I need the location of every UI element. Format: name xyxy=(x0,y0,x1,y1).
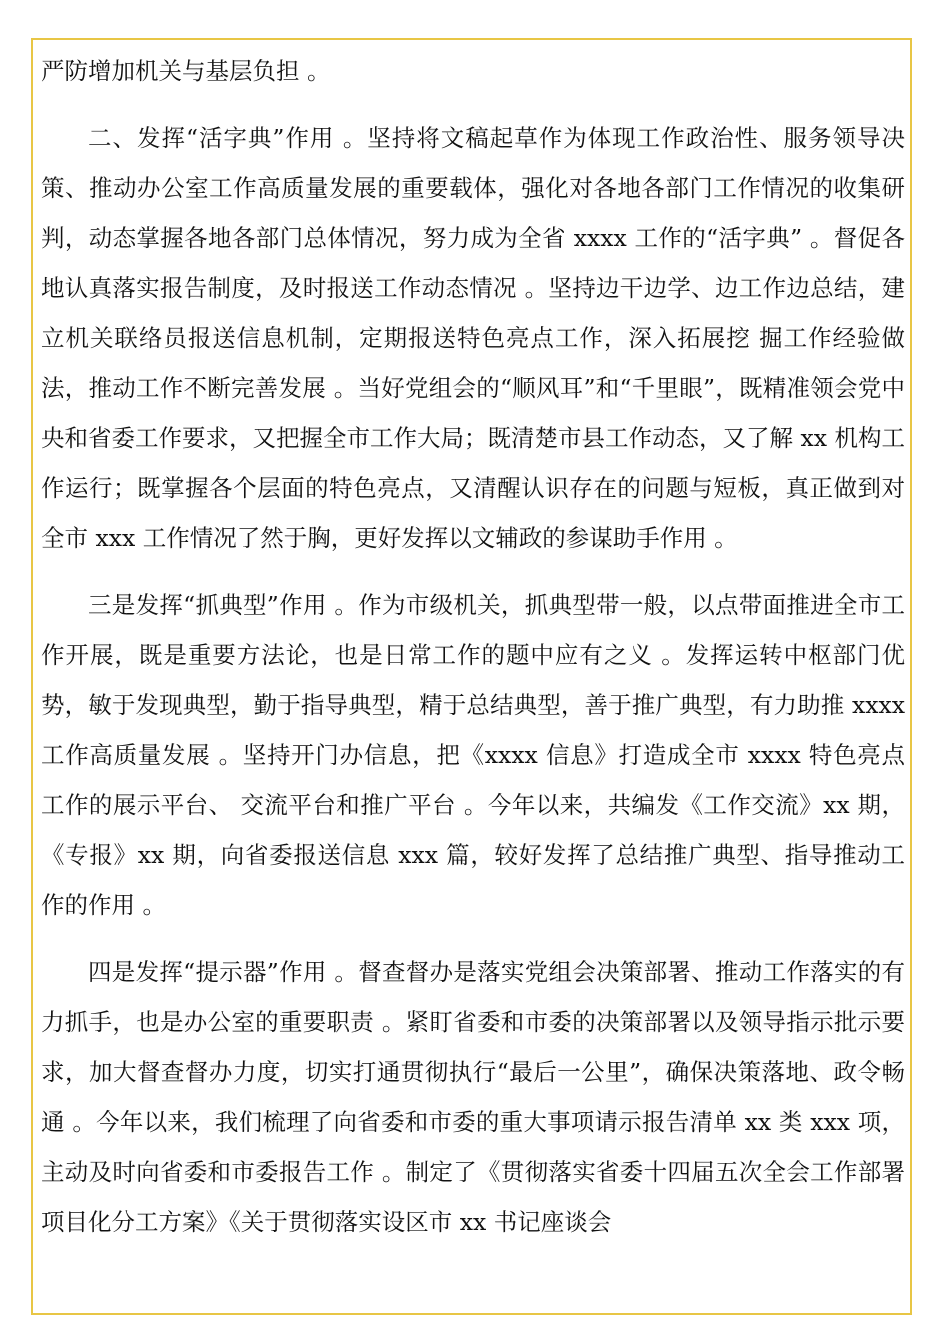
paragraph-3-typical-examples: 三是发挥“抓典型”作用 。作为市级机关，抓典型带一般，以点带面推进全市工作开展，既是重要方法论，也是日常工作的题中应有之义 。发挥运转中枢部门优势，敏于发现典型，勤于指导典型，精于总结典型，善于推广典型，有力助推 xxxx 工作高质量发展 。坚持开门办信息，把《xxxx 信息》打造成全市 xxxx 特色亮点工作的展示平台、 交流平台和推广平台 。今年以来，共编发《工作交流》xx 期，《专报》xx 期，向省委报送信息 xxx 篇，较好发挥了总结推广典型、指导推动工作的作用 。 xyxy=(41,591,905,919)
paragraph-4-reminder: 四是发挥“提示器”作用 。督查督办是落实党组会决策部署、推动工作落实的有力抓手，也是办公室的重要职责 。紧盯省委和市委的决策部署以及领导指示批示要求，加大督查督办力度，切实打通贯彻执行“最后一公里”，确保决策落地、政令畅通 。今年以来，我们梳理了向省委和市委的重大事项请示报告清单 xx 类 xxx 项，主动及时向省委和市委报告工作 。制定了《贯彻落实省委十四届五次全会工作部署项目化分工方案》《关于贯彻落实设区市 xx 书记座谈会 xyxy=(41,958,905,1236)
paragraph-continuation: 严防增加机关与基层负担 。 xyxy=(41,57,331,85)
document-body xyxy=(41,46,905,1264)
paragraph-2-living-dictionary: 二、发挥“活字典”作用 。坚持将文稿起草作为体现工作政治性、服务领导决策、推动办公室工作高质量发展的重要载体，强化对各地各部门工作情况的收集研判，动态掌握各地各部门总体情况，努力成为全省 xxxx 工作的“活字典” 。督促各地认真落实报告制度，及时报送工作动态情况 。坚持边干边学、边工作边总结，建立机关联络员报送信息机制，定期报送特色亮点工作，深入拓展挖 掘工作经验做法，推动工作不断完善发展 。当好党组会的“顺风耳”和“千里眼”，既精准领会党中央和省委工作要求，又把握全市工作大局；既清楚市县工作动态，又了解 xx 机构工作运行；既掌握各个层面的特色亮点，又清醒认识存在的问题与短板，真正做到对全市 xxx 工作情况了然于胸，更好发挥以文辅政的参谋助手作用 。 xyxy=(41,124,905,552)
